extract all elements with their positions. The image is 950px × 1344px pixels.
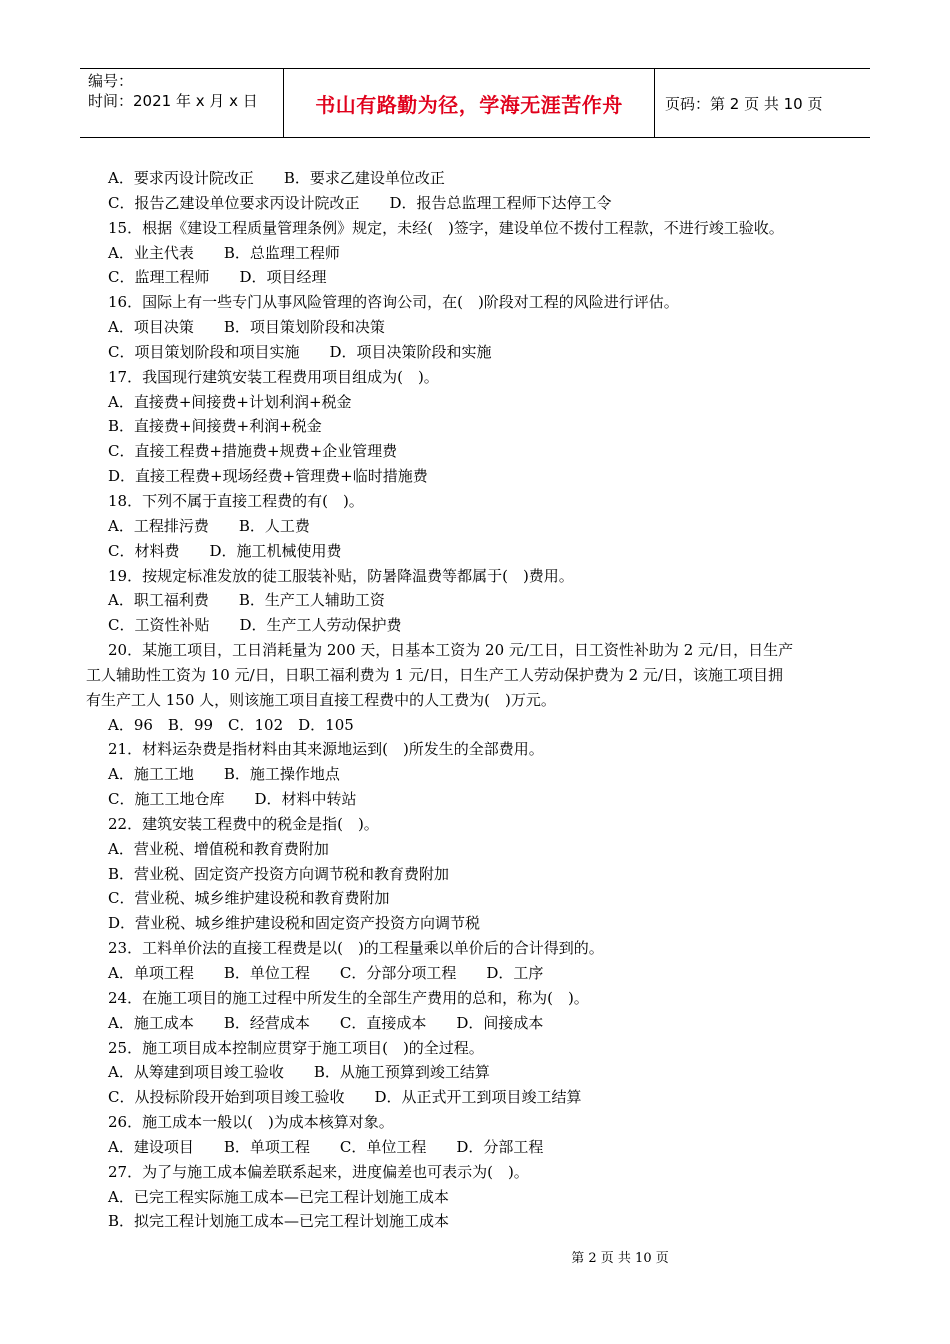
answer-options: C．监理工程师 D．项目经理 xyxy=(108,268,327,287)
question-text-continued: 有生产工人 150 人，则该施工项目直接工程费中的人工费为( )万元。 xyxy=(86,690,556,709)
answer-options: A．项目决策 B．项目策划阶段和决策 xyxy=(108,318,385,337)
exam-questions xyxy=(86,166,862,1234)
answer-options: C．营业税、城乡维护建设税和教育费附加 xyxy=(108,889,390,908)
answer-options: C．项目策划阶段和项目实施 D．项目决策阶段和实施 xyxy=(108,342,492,361)
answer-options: C．施工工地仓库 D．材料中转站 xyxy=(108,790,357,809)
question-text-continued: 工人辅助性工资为 10 元/日，日职工福利费为 1 元/日，日生产工人劳动保护费为 2 元/日，该施工项目拥 xyxy=(86,665,783,684)
question-text: 27．为了与施工成本偏差联系起来，进度偏差也可表示为( )。 xyxy=(108,1162,529,1181)
answer-options: A．职工福利费 B．生产工人辅助工资 xyxy=(108,591,385,610)
answer-options: C．从投标阶段开始到项目竣工验收 D．从正式开工到项目竣工结算 xyxy=(108,1088,582,1107)
document-date-label: 时间：2021 年 x 月 x 日 xyxy=(88,92,258,110)
question-text: 20．某施工项目，工日消耗量为 200 天，日基本工资为 20 元/工日，日工资性补助为 2 元/日，日生产 xyxy=(108,641,794,660)
header-page-label: 页码：第 2 页 共 10 页 xyxy=(665,94,823,113)
answer-options: A．要求丙设计院改正 B．要求乙建设单位改正 xyxy=(108,169,445,187)
question-text: 17．我国现行建筑安装工程费用项目组成为( )。 xyxy=(108,367,439,386)
answer-options: A．从筹建到项目竣工验收 B．从施工预算到竣工结算 xyxy=(108,1063,490,1082)
answer-options: D．营业税、城乡维护建设税和固定资产投资方向调节税 xyxy=(108,914,481,933)
question-text: 18．下列不属于直接工程费的有( )。 xyxy=(108,491,364,510)
header-motto: 书山有路勤为径，学海无涯苦作舟 xyxy=(315,92,623,117)
page-footer xyxy=(0,1247,950,1266)
question-text: 25．施工项目成本控制应贯穿于施工项目( )的全过程。 xyxy=(108,1038,484,1057)
header-meta xyxy=(80,69,283,137)
answer-options: B．营业税、固定资产投资方向调节税和教育费附加 xyxy=(108,864,450,883)
answer-options: C．工资性补贴 D．生产工人劳动保护费 xyxy=(108,616,402,635)
answer-options: B．直接费+间接费+利润+税金 xyxy=(108,417,322,436)
answer-options: A．96 B．99 C．102 D．105 xyxy=(108,715,354,734)
answer-options: A．已完工程实际施工成本—已完工程计划施工成本 xyxy=(108,1187,449,1206)
question-text: 15．根据《建设工程质量管理条例》规定，未经( )签字，建设单位不拨付工程款，不进行竣工验收。 xyxy=(108,218,784,237)
answer-options: A．单项工程 B．单位工程 C．分部分项工程 D．工序 xyxy=(108,964,544,982)
answer-options: A．施工成本 B．经营成本 C．直接成本 D．间接成本 xyxy=(108,1013,544,1032)
answer-options: A．营业税、增值税和教育费附加 xyxy=(108,839,329,858)
answer-options: A．建设项目 B．单项工程 C．单位工程 D．分部工程 xyxy=(108,1137,544,1156)
question-text: 26．施工成本一般以( )为成本核算对象。 xyxy=(108,1113,394,1132)
question-text: 21．材料运杂费是指材料由其来源地运到( )所发生的全部费用。 xyxy=(108,740,544,759)
page-header xyxy=(80,68,870,138)
header-page-cell xyxy=(655,69,870,137)
footer-page-number: 第 2 页 共 10 页 xyxy=(571,1251,669,1266)
header-motto-cell xyxy=(283,69,655,137)
question-text: 22．建筑安装工程费中的税金是指( )。 xyxy=(108,814,379,833)
answer-options: A．业主代表 B．总监理工程师 xyxy=(108,243,340,262)
question-text: 16．国际上有一些专门从事风险管理的咨询公司，在( )阶段对工程的风险进行评估。 xyxy=(108,293,679,312)
document-number-label: 编号： xyxy=(88,72,134,90)
question-text: 23．工料单价法的直接工程费是以( )的工程量乘以单价后的合计得到的。 xyxy=(108,939,604,958)
answer-options: A．直接费+间接费+计划利润+税金 xyxy=(108,392,352,411)
answer-options: A．施工工地 B．施工操作地点 xyxy=(108,765,340,784)
answer-options: A．工程排污费 B．人工费 xyxy=(108,516,310,535)
answer-options: D．直接工程费+现场经费+管理费+临时措施费 xyxy=(108,467,428,486)
question-text: 19．按规定标准发放的徒工服装补贴，防暑降温费等都属于( )费用。 xyxy=(108,566,574,585)
answer-options: C．材料费 D．施工机械使用费 xyxy=(108,541,342,560)
answer-options: C．报告乙建设单位要求丙设计院改正 D．报告总监理工程师下达停工令 xyxy=(108,193,612,212)
question-text: 24．在施工项目的施工过程中所发生的全部生产费用的总和，称为( )。 xyxy=(108,988,589,1007)
answer-options: C．直接工程费+措施费+规费+企业管理费 xyxy=(108,442,398,461)
answer-options: B．拟完工程计划施工成本—已完工程计划施工成本 xyxy=(108,1212,450,1231)
